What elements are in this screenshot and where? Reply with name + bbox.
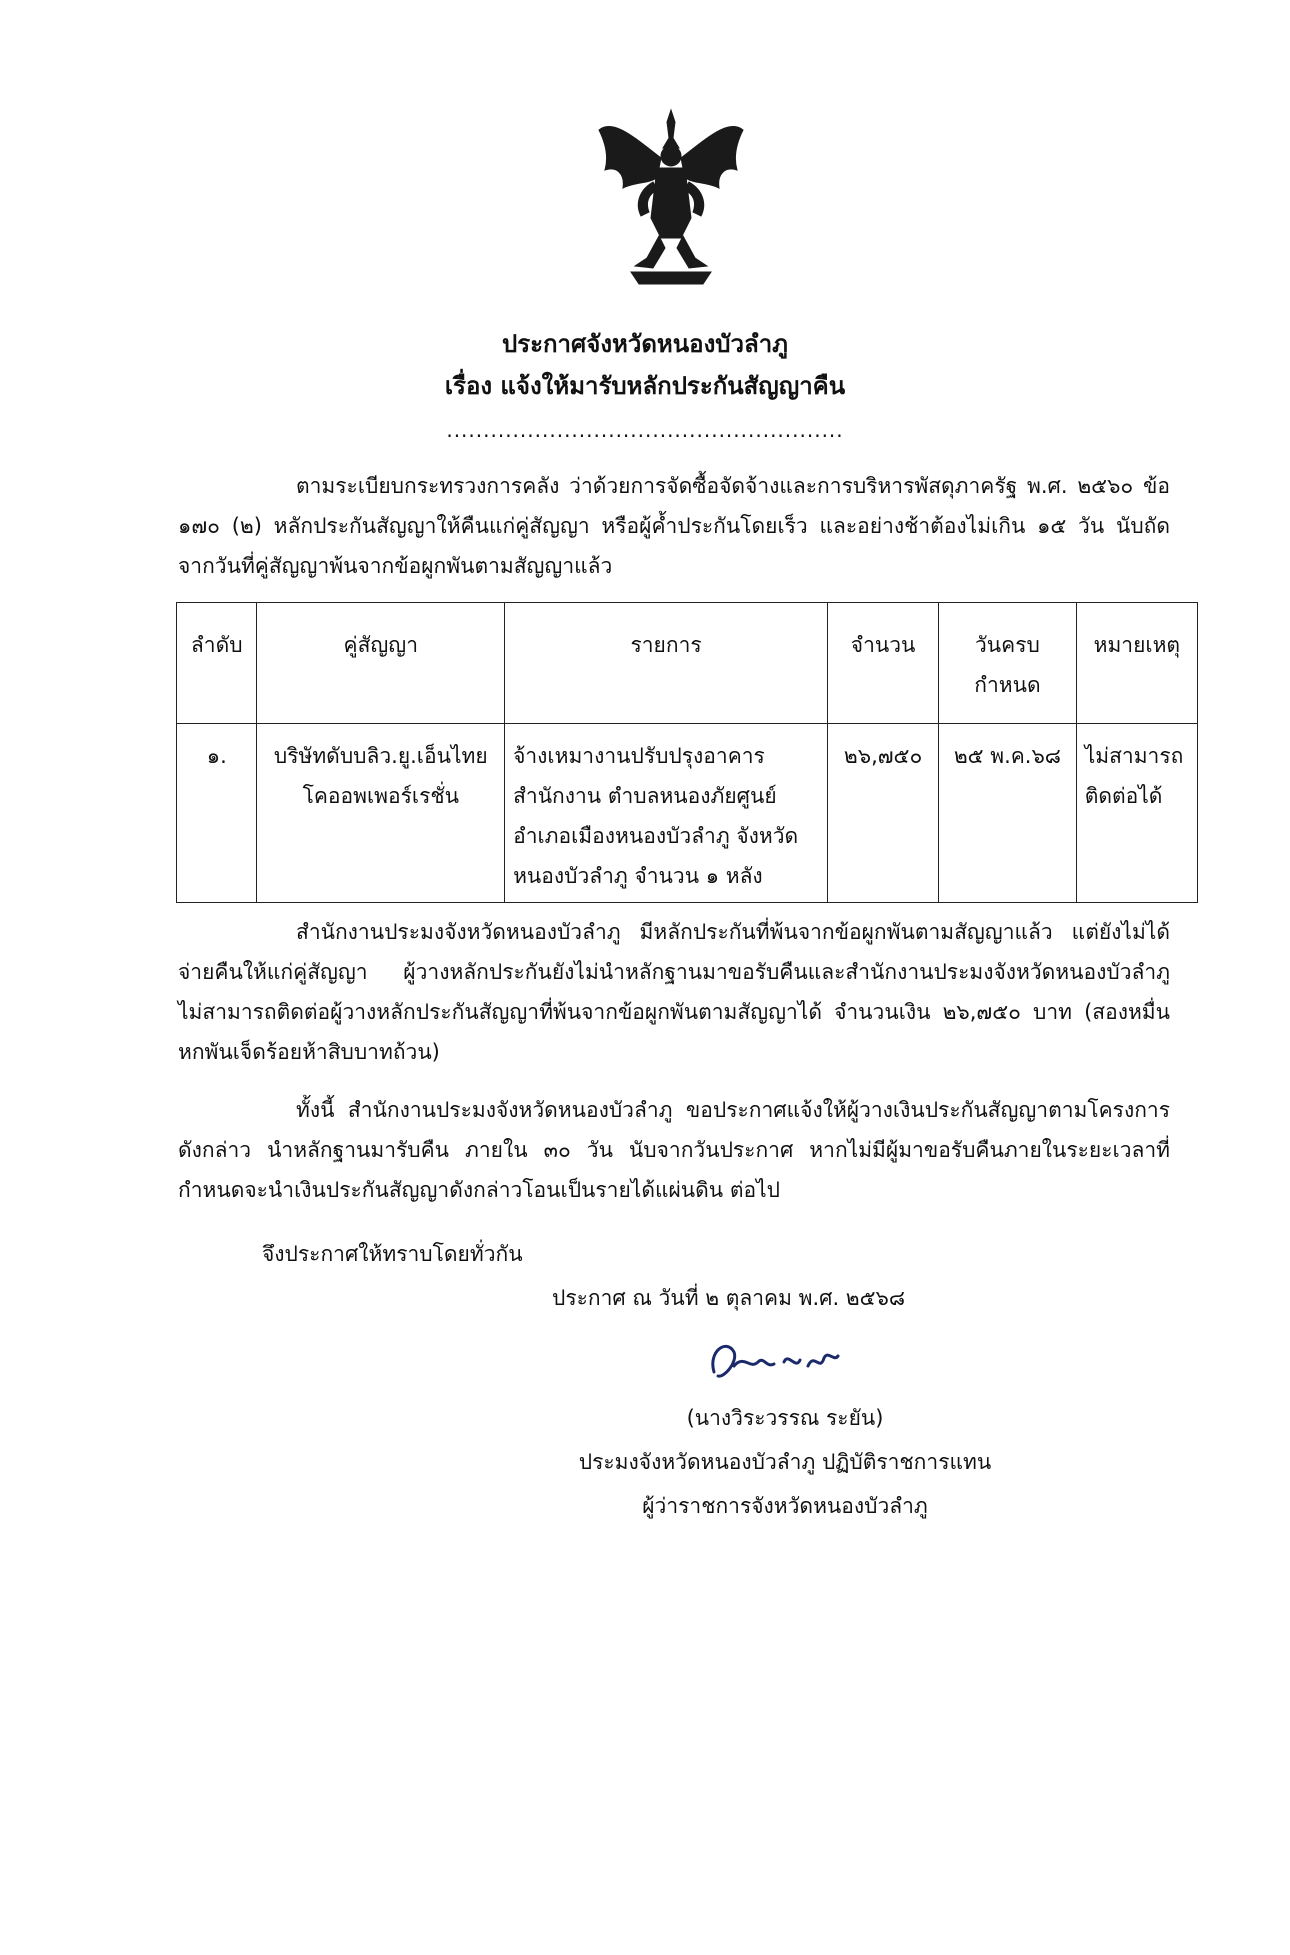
handwritten-signature-icon: [704, 1332, 844, 1392]
cell-due: ๒๕ พ.ค.๖๘: [939, 724, 1077, 903]
body-paragraph-2: สำนักงานประมงจังหวัดหนองบัวลำภู มีหลักประกันที่พ้นจากข้อผูกพันตามสัญญาแล้ว แต่ยังไม่ได้จ่ายคืนให้แก่คู่สัญญา ผู้วางหลักประกันยังไม่นำหลักฐานมาขอรับคืนและสำนักงานประมงจังหวัดหนองบัวลำภู ไม่สามารถติดต่อผู้วางหลักประกันสัญญาที่พ้นจากข้อผูกพันตามสัญญาได้ จำนวนเงิน ๒๖,๗๕๐ บาท (สองหมื่นหกพันเจ็ดร้อยห้าสิบบาทถ้วน): [178, 920, 1170, 1064]
header-due: วันครบ กำหนด: [939, 603, 1077, 724]
separator: ......................................................: [446, 418, 844, 442]
signer-name: (นางวิระวรรณ ระยัน): [686, 1406, 884, 1430]
cell-amount: ๒๖,๗๕๐: [828, 724, 939, 903]
header-remark: หมายเหตุ: [1076, 603, 1197, 724]
body-paragraph-3: ทั้งนี้ สำนักงานประมงจังหวัดหนองบัวลำภู ขอประกาศแจ้งให้ผู้วางเงินประกันสัญญาตามโครงการดังกล่าว นำหลักฐานมารับคืน ภายใน ๓๐ วัน นับจากวันประกาศ หากไม่มีผู้มาขอรับคืนภายในระยะเวลาที่กำหนดจะนำเงินประกันสัญญาดังกล่าวโอนเป็นรายได้แผ่นดิน ต่อไป: [178, 1098, 1170, 1202]
signer-position-1: ประมงจังหวัดหนองบัวลำภู ปฏิบัติราชการแทน: [578, 1450, 992, 1474]
intro-paragraph: ตามระเบียบกระทรวงการคลัง ว่าด้วยการจัดซื้อจัดจ้างและการบริหารพัสดุภาครัฐ พ.ศ. ๒๕๖๐ ข้อ ๑๗๐ (๒) หลักประกันสัญญาให้คืนแก่คู่สัญญา หรือผู้ค้ำประกันโดยเร็ว และอย่างช้าต้องไม่เกิน ๑๕ วัน นับถัดจากวันที่คู่สัญญาพ้นจากข้อผูกพันตามสัญญาแล้ว: [178, 474, 1170, 578]
header-party: คู่สัญญา: [257, 603, 505, 724]
closing-text: จึงประกาศให้ทราบโดยทั่วกัน: [262, 1242, 523, 1266]
header-no: ลำดับ: [177, 603, 257, 724]
document-title: ประกาศจังหวัดหนองบัวลำภู: [502, 330, 788, 358]
header-amount: จำนวน: [828, 603, 939, 724]
cell-item: จ้างเหมางานปรับปรุงอาคารสำนักงาน ตำบลหนองภัยศูนย์ อำเภอเมืองหนองบัวลำภู จังหวัดหนองบัวลำภู จำนวน ๑ หลัง: [505, 724, 828, 903]
signer-position-2: ผู้ว่าราชการจังหวัดหนองบัวลำภู: [642, 1494, 928, 1518]
garuda-emblem-icon: [595, 108, 747, 286]
table-header-row: [177, 603, 1198, 724]
guarantee-table: [176, 602, 1198, 903]
document-subject: เรื่อง แจ้งให้มารับหลักประกันสัญญาคืน: [444, 372, 846, 400]
cell-no: ๑.: [177, 724, 257, 903]
table-row: [177, 724, 1198, 903]
announce-date: ประกาศ ณ วันที่ ๒ ตุลาคม พ.ศ. ๒๕๖๘: [552, 1286, 906, 1310]
cell-party: บริษัทดับบลิว.ยู.เอ็นไทย โคออพเพอร์เรชั่น: [257, 724, 505, 903]
header-item: รายการ: [505, 603, 828, 724]
cell-remark: ไม่สามารถติดต่อได้: [1076, 724, 1197, 903]
